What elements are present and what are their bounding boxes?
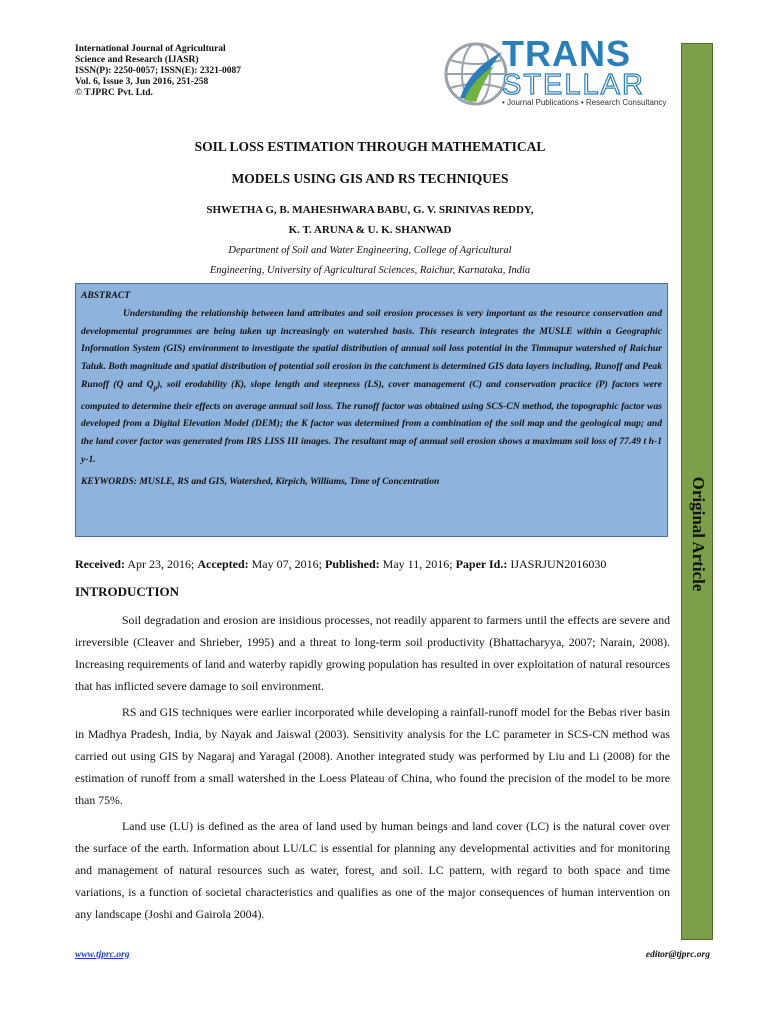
keywords: KEYWORDS: MUSLE, RS and GIS, Watershed, Kirpich, Williams, Time of Concentration (81, 475, 440, 487)
article-type-label: Original Article (689, 476, 708, 592)
authors-line-2: K. T. ARUNA & U. K. SHANWAD (288, 224, 452, 236)
intro-paragraph-1: Soil degradation and erosion are insidious processes, not readily apparent to farmers until the effects are severe and irreversible (Cleaver and Shrieber, 1995) and a threat to long-term soil productivity (Bhattacharyya, 2007; Narain, 2008). Increasing requirements of land and waterby rapidly growing population has resulted in over exploitation of natural resources that has inflicted severe damage to soil environment. (75, 613, 670, 693)
accepted-label: Accepted: (197, 557, 249, 571)
intro-paragraph-2: RS and GIS techniques were earlier incorporated while developing a rainfall-runoff model for the Bebas river basin in Madhya Pradesh, India, by Nayak and Jaiswal (2003). Sensitivity analysis for the LC parameter in SCS-CN method was carried out using GIS by Nagaraj and Yaragal (2008). Another integrated study was performed by Liu and Li (2008) for the estimation of runoff from a small watershed in the Loess Plateau of China, who found the precision of the model to be more than 75%. (75, 705, 670, 807)
abstract-text-part-2: ), soil erodability (K), slope length and steepness (LS), cover management (C) and conservation practice (P) factors were computed to determine their effects on average annual soil loss. The runoff factor was obtained using SCS-CN method, the topographic factor was developed from a Digital Elevation Model (DEM); the K factor was determined from a combination of the soil map and the geological map; and the land cover factor was generated from IRS LISS III images. The resultant map of annual soil erosion shows a maximum soil loss of 77.49 t h-1 y-1. (81, 378, 662, 466)
abstract-subscript: p (153, 383, 158, 392)
publication-dates (75, 557, 675, 572)
paper-title-line-2: MODELS USING GIS AND RS TECHNIQUES (231, 171, 509, 186)
intro-paragraph-3: Land use (LU) is defined as the area of land used by human beings and land cover (LC) is the natural cover over the surface of the earth. Information about LU/LC is essential for planning any developmental activities and for monitoring and management of natural resources such as water, forest, and soil. LC pattern, with regard to both space and time variations, is a function of societal characteristics and qualifies as one of the major consequences of human intervention on any landscape (Joshi and Gairola 2004). (75, 819, 670, 921)
published-label: Published: (324, 557, 380, 571)
received-date: Apr 23, 2016; (124, 557, 198, 571)
accepted-date: May 07, 2016; (248, 557, 325, 571)
paper-title-line-1: SOIL LOSS ESTIMATION THROUGH MATHEMATICAL (194, 139, 546, 154)
published-date: May 11, 2016; (379, 557, 456, 571)
affiliation-line-2: Engineering, University of Agricultural Sciences, Raichur, Karnataka, India (209, 265, 531, 276)
abstract-text-part-1: Understanding the relationship between land attributes and soil erosion processes is very important as the resource conservation and developmental programmes are being taken up increasingly on watershed basis. This research integrates the MUSLE within a Geographic Information System (GIS) environment to investigate the spatial distribution of annual soil loss potential in the Timmapur watershed of Raichur Taluk. Both magnitude and spatial distribution of potential soil erosion in the catchment is determined GIS data layers including, Runoff and Peak Runoff (Q and Q (81, 307, 662, 390)
editor-email: editor@tjprc.org (645, 950, 710, 960)
logo-tagline: • Journal Publications • Research Consultancy (502, 98, 667, 107)
abstract-text (81, 305, 662, 469)
logo-word-trans: TRANS (502, 33, 631, 74)
website-link[interactable]: www.tjprc.org (75, 950, 130, 960)
paper-id-label: Paper Id.: (455, 557, 508, 571)
journal-info (75, 44, 335, 99)
paper-id: IJASRJUN2016030 (507, 557, 607, 571)
affiliation-line-1: Department of Soil and Water Engineering, College of Agricultural (228, 245, 512, 256)
journal-volume: Vol. 6, Issue 3, Jun 2016, 251-258 (75, 77, 209, 87)
journal-name-line-2: Science and Research (IJASR) (75, 55, 199, 65)
introduction-heading: INTRODUCTION (75, 584, 180, 599)
abstract-heading: ABSTRACT (81, 290, 131, 301)
journal-issn: ISSN(P): 2250-0057; ISSN(E): 2321-0087 (75, 66, 241, 76)
transstellar-logo (440, 33, 672, 112)
journal-copyright: © TJPRC Pvt. Ltd. (75, 88, 153, 98)
abstract-box (75, 283, 668, 537)
article-type-sidebar (681, 43, 713, 940)
received-label: Received: (75, 557, 125, 571)
journal-name-line-1: International Journal of Agricultural (75, 44, 226, 54)
authors-line-1: SHWETHA G, B. MAHESHWARA BABU, G. V. SRINIVAS REDDY, (206, 204, 534, 216)
logo-word-stellar: STELLAR (502, 69, 645, 101)
